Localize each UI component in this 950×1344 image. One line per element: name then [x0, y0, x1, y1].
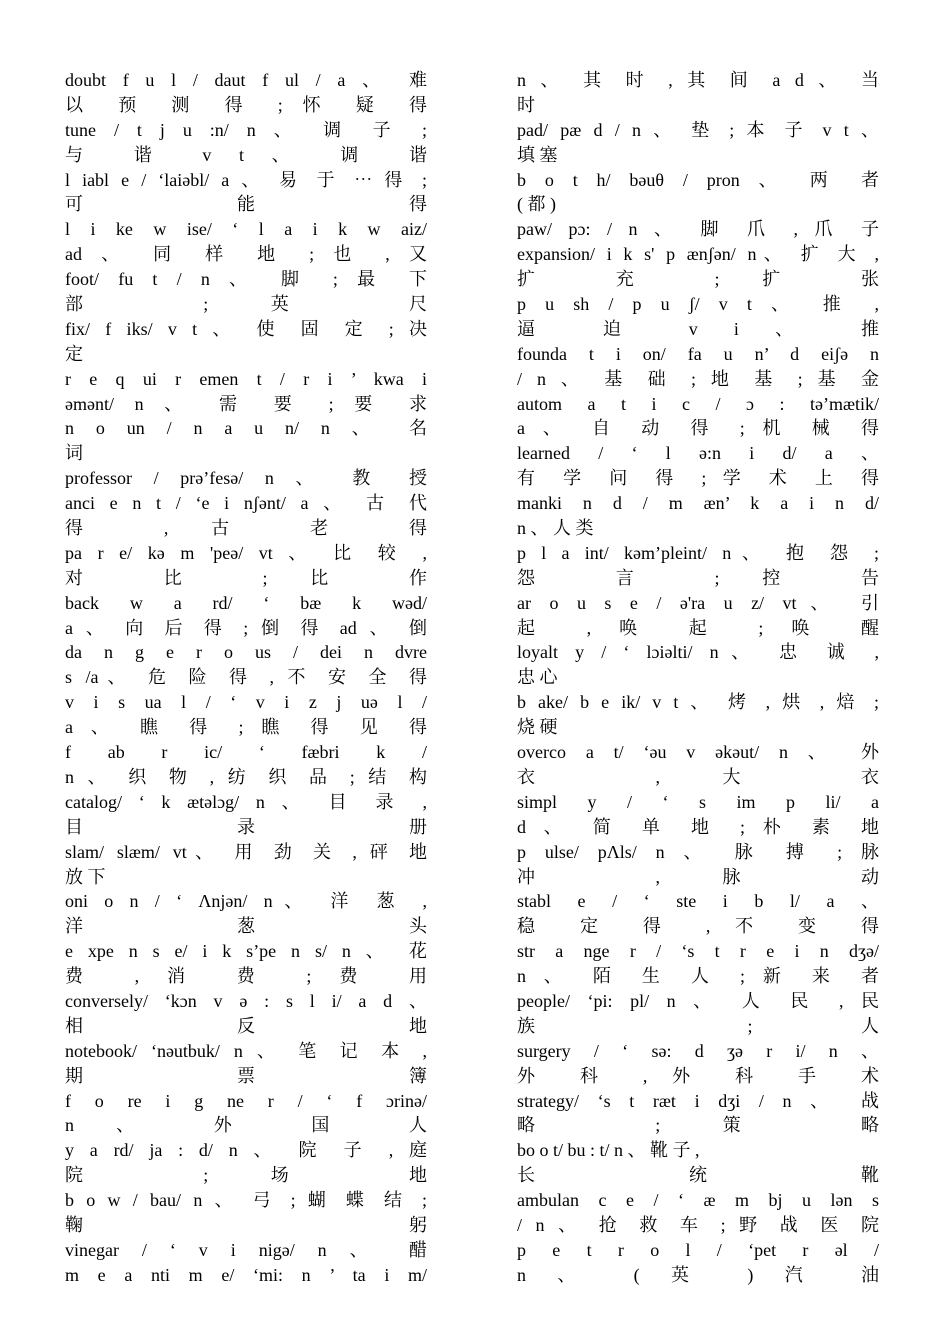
vocab-line: n o un / n a u n/ n 、 名 — [65, 418, 427, 439]
vocab-line: fix/ f iks/ v t 、 使 固 定 ; 决 — [65, 318, 427, 339]
vocab-line: da n g e r o us / dei n dvre — [65, 642, 427, 663]
vocab-line: / n 、 基 础 ; 地 基 ; 基 金 — [517, 368, 879, 389]
vocab-line: expansion/ i k s' p ænʃən/ n、 扩 大 , — [517, 244, 879, 265]
vocab-line: autom a t i c / ɔ : tə’mætik/ — [517, 393, 879, 414]
vocab-line: doubt f u l / daut f ul / a 、 难 — [65, 70, 427, 90]
vocab-line: 烧 硬 — [517, 717, 558, 738]
vocab-line: notebook/ ‘nəutbuk/ n 、 笔 记 本 , — [65, 1040, 427, 1061]
vocab-line: r e q ui r emen t / r i ’ kwa i — [65, 368, 427, 389]
vocab-line: 逼 迫 v i 、 推 — [517, 318, 879, 339]
vocab-line: a 、 自 动 得 ; 机 械 得 — [517, 418, 879, 439]
vocab-line: 洋 葱 头 — [65, 916, 427, 937]
vocab-line: ( 都 ) — [517, 194, 556, 215]
vocab-line: 扩 充 ; 扩 张 — [517, 269, 879, 290]
left-column — [65, 68, 427, 1288]
vocab-line: əmənt/ n 、 需 要 ; 要 求 — [65, 393, 427, 414]
vocab-line: n 、 织 物 , 纺 织 品 ; 结 构 — [65, 766, 427, 787]
vocab-line: oni o n / ‘ Λnjən/ n、 洋 葱 , — [65, 891, 427, 912]
vocab-line: ambulan c e / ‘ æ m bj u lən s — [517, 1190, 879, 1211]
vocab-line: e xpe n s e/ i k s’pe n s/ n 、 花 — [65, 941, 427, 962]
vocab-line: strategy/ ‘s t ræt i dʒi / n 、 战 — [517, 1090, 879, 1111]
vocab-line: founda t i on/ fa u n’ d eiʃə n — [517, 343, 879, 364]
vocab-line: a 、 瞧 得 ; 瞧 得 见 得 — [65, 717, 427, 738]
vocab-line: conversely/ ‘kɔn v ə : s l i/ a d 、 — [65, 990, 427, 1011]
vocab-line: 期 票 簿 — [65, 1065, 427, 1086]
vocab-line: m e a nti m e/ ‘mi: n ’ ta i m/ — [65, 1264, 427, 1285]
vocab-line: ar o u s e / ə'ra u z/ vt、 引 — [517, 592, 879, 613]
vocab-line: 目 录 册 — [65, 816, 427, 837]
vocab-line: f ab r ic/ ‘ fæbri k / — [65, 742, 427, 763]
vocab-line: 部 ; 英 尺 — [65, 294, 427, 315]
vocab-line: n 、 人 类 — [517, 518, 594, 539]
vocab-line: 有 学 问 得 ; 学 术 上 得 — [517, 468, 879, 489]
vocab-line: d 、 简 单 地 ; 朴 素 地 — [517, 816, 879, 837]
vocab-line: slam/ slæm/ vt、 用 劲 关 , 砰 地 — [65, 841, 427, 862]
vocab-line: p l a int/ kəm’pleint/ n、 抱 怨 ; — [517, 542, 879, 563]
vocab-line: 费 , 消 费 ; 费 用 — [65, 966, 427, 987]
vocab-line: f o re i g ne r / ‘ f ɔrinə/ — [65, 1090, 427, 1111]
vocab-line: s /a、 危 险 得 , 不 安 全 得 — [65, 667, 427, 688]
vocab-line: bo o t/ bu : t/ n 、 靴 子 , — [517, 1140, 700, 1161]
vocab-line: b ake/ b e ik/ v t 、 烤 , 烘 , 焙 ; — [517, 692, 879, 713]
vocab-line: 对 比 ; 比 作 — [65, 567, 427, 588]
vocab-line: n 、 外 国 人 — [65, 1115, 427, 1136]
vocab-line: b o t h/ bəuθ / pron 、 两 者 — [517, 169, 879, 190]
vocab-line: overco a t/ ‘əu v əkəut/ n 、 外 — [517, 742, 879, 763]
vocab-line: 长 统 靴 — [517, 1165, 879, 1186]
vocab-line: / n 、 抢 救 车 ; 野 战 医 院 — [517, 1214, 879, 1235]
vocab-line: str a nge r / ‘s t r e i n dʒə/ — [517, 941, 879, 962]
vocab-line: 族 ; 人 — [517, 1015, 879, 1036]
vocab-line: foot/ fu t / n 、 脚 ; 最 下 — [65, 269, 427, 290]
vocab-line: surgery / ‘ sə: d ʒə r i/ n 、 — [517, 1040, 879, 1061]
vocab-line: stabl e / ‘ ste i b l/ a 、 — [517, 891, 879, 912]
vocab-line: 衣 , 大 衣 — [517, 766, 879, 787]
vocab-line: anci e n t / ‘e i nʃənt/ a 、 古 代 — [65, 493, 427, 514]
vocab-line: loyalt y / ‘ lɔiəlti/ n、 忠 诚 , — [517, 642, 879, 663]
vocab-line: 词 — [65, 443, 83, 464]
vocab-line: simpl y / ‘ s im p li/ a — [517, 791, 879, 812]
vocab-line: 以 预 测 得 ; 怀 疑 得 — [65, 94, 427, 115]
vocab-line: pa r e/ kə m 'peə/ vt 、 比 较 , — [65, 542, 427, 563]
vocab-line: 鞠 躬 — [65, 1214, 427, 1235]
vocab-line: 放 下 — [65, 866, 106, 887]
vocab-line: 冲 , 脉 动 — [517, 866, 879, 887]
vocab-line: a 、 向 后 得 ; 倒 得 ad 、 倒 — [65, 617, 427, 638]
vocab-line: 稳 定 得 , 不 变 得 — [517, 916, 879, 937]
vocab-line: 忠 心 — [517, 667, 558, 688]
vocab-line: 时 — [517, 94, 535, 115]
vocab-line: y a rd/ ja : d/ n 、 院 子 , 庭 — [65, 1140, 427, 1161]
vocab-line: 院 ; 场 地 — [65, 1165, 427, 1186]
vocab-line: people/ ‘pi: pl/ n 、 人 民 , 民 — [517, 990, 879, 1011]
right-column — [517, 68, 879, 1288]
vocab-line: 定 — [65, 343, 83, 364]
vocab-line: 起 , 唤 起 ; 唤 醒 — [517, 617, 879, 638]
vocab-line: ad 、 同 样 地 ; 也 , 又 — [65, 244, 427, 265]
vocab-line: 相 反 地 — [65, 1015, 427, 1036]
vocab-line: n 、 其 时 , 其 间 a d 、 当 — [517, 70, 879, 90]
vocab-line: vinegar / ‘ v i nigə/ n 、 醋 — [65, 1239, 427, 1260]
vocab-line: tune / t j u :n/ n 、 调 子 ; — [65, 119, 427, 140]
vocab-line: manki n d / m æn’ k a i n d/ — [517, 493, 879, 514]
vocab-line: pad/ pæ d / n 、 垫 ; 本 子 v t 、 — [517, 119, 879, 140]
vocab-line: professor / prə’fesə/ n 、 教 授 — [65, 468, 427, 489]
vocab-line: learned / ‘ l ə:n i d/ a 、 — [517, 443, 879, 464]
vocab-line: 与 谐 v t 、 调 谐 — [65, 144, 427, 165]
vocab-line: 外 科 , 外 科 手 术 — [517, 1065, 879, 1086]
vocab-line: back w a rd/ ‘ bæ k wəd/ — [65, 592, 427, 613]
vocab-line: b o w / bau/ n 、 弓 ; 蝴 蝶 结 ; — [65, 1190, 427, 1211]
vocab-line: p ulse/ pΛls/ n 、 脉 搏 ; 脉 — [517, 841, 879, 862]
vocab-line: l iabl e / ‘laiəbl/ a 、 易 于 ⋯ 得 ; — [65, 169, 427, 190]
vocab-line: n 、 ( 英 ) 汽 油 — [517, 1264, 879, 1285]
vocab-line: 略 ; 策 略 — [517, 1115, 879, 1136]
vocab-line: 怨 言 ; 控 告 — [517, 567, 879, 588]
vocab-line: 可 能 得 — [65, 194, 427, 215]
vocab-line: p e t r o l / ‘pet r əl / — [517, 1239, 879, 1260]
vocab-line: catalog/ ‘ k ætəlɔg/ n 、 目 录 , — [65, 791, 427, 812]
vocab-line: 填 塞 — [517, 144, 558, 165]
vocab-line: 得 , 古 老 得 — [65, 518, 427, 539]
vocab-line: l i ke w ise/ ‘ l a i k w aiz/ — [65, 219, 427, 240]
vocab-line: p u sh / p u ʃ/ v t 、 推 , — [517, 294, 879, 315]
vocab-line: paw/ pɔ: / n 、 脚 爪 , 爪 子 — [517, 219, 879, 240]
vocab-line: n 、 陌 生 人 ; 新 来 者 — [517, 966, 879, 987]
vocab-line: v i s ua l / ‘ v i z j uə l / — [65, 692, 427, 713]
